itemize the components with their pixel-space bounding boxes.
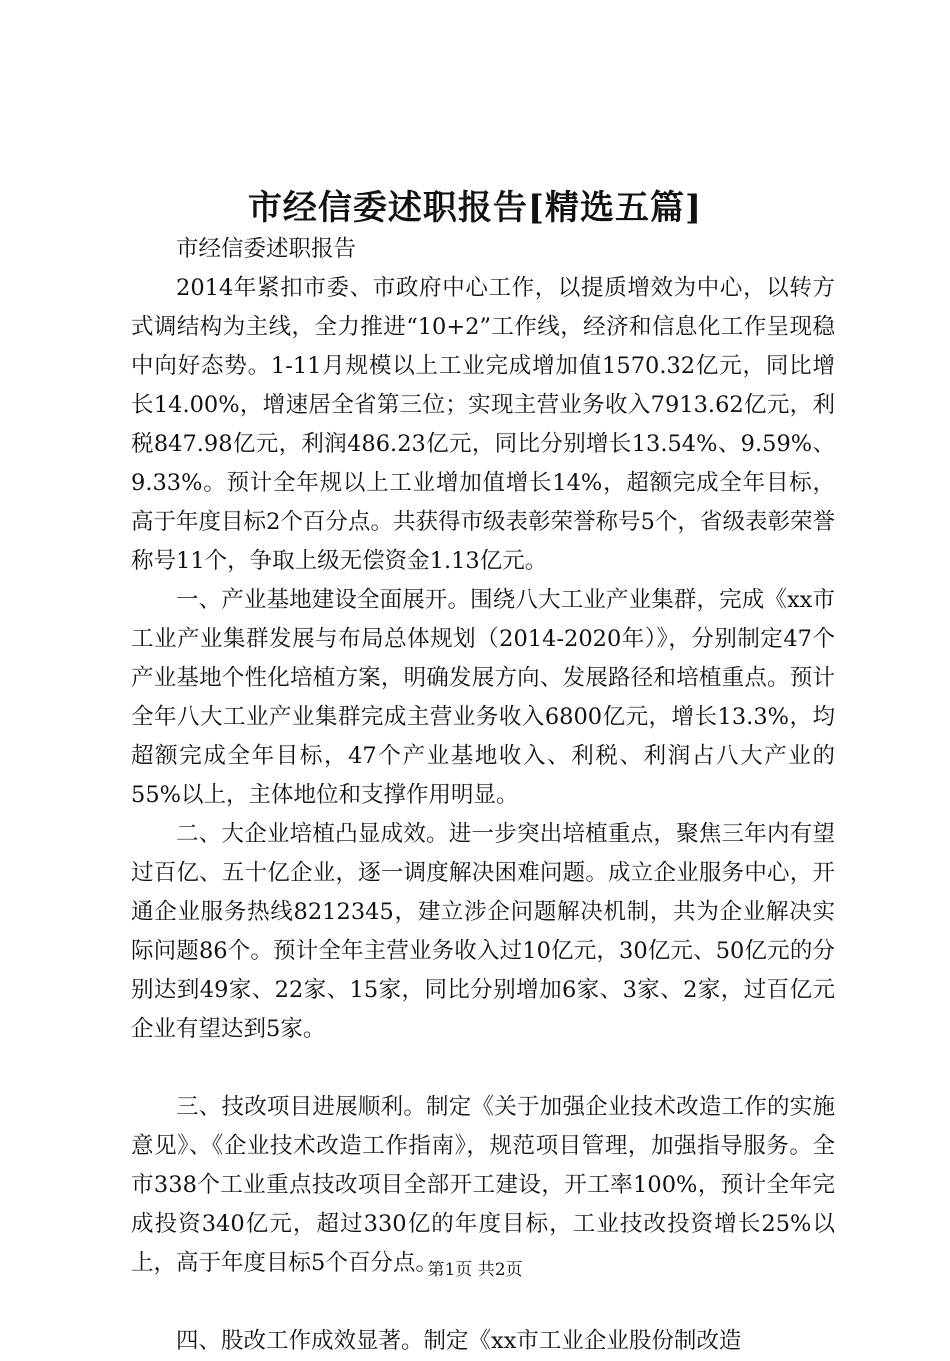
paragraph-section-3: 三、技改项目进展顺利。制定《关于加强企业技术改造工作的实施意见》、《企业技术改造工作指南》，规范项目管理，加强指导服务。全市338个工业重点技改项目全部开工建设，开工率100%，预计全年完成投资340亿元，超过330亿的年度目标，工业技改投资增长25%以上，高于年度目标5个百分点。 <box>131 1094 835 1276</box>
document-subtitle: 市经信委述职报告 <box>176 236 357 262</box>
paragraph-section-2: 二、大企业培植凸显成效。进一步突出培植重点，聚焦三年内有望过百亿、五十亿企业，逐一调度解决困难问题。成立企业服务中心，开通企业服务热线8212345，建立涉企问题解决机制，共为企业解决实际问题86个。预计全年主营业务收入过10亿元，30亿元、50亿元的分别达到49家、22家、15家，同比分别增加6家、3家、2家，过百亿元企业有望达到5家。 <box>131 821 835 1042</box>
paragraph-section-4: 四、股改工作成效显著。制定《xx市工业企业股份制改造 <box>176 1328 742 1354</box>
paragraph-section-1: 一、产业基地建设全面展开。围绕八大工业产业集群，完成《xx市工业产业集群发展与布局总体规划（2014-2020年）》，分别制定47个产业基地个性化培植方案，明确发展方向、发展路径和培植重点。预计全年八大工业产业集群完成主营业务收入6800亿元，增长13.3%，均超额完成全年目标，47个产业基地收入、利税、利润占八大产业的55%以上，主体地位和支撑作用明显。 <box>131 587 835 808</box>
document-body <box>131 230 835 1361</box>
document-title: 市经信委述职报告[精选五篇] <box>247 188 703 228</box>
page-footer: 第1页 共2页 <box>427 1260 523 1280</box>
paragraph-intro: 2014年紧扣市委、市政府中心工作，以提质增效为中心，以转方式调结构为主线，全力推进“10+2”工作线，经济和信息化工作呈现稳中向好态势。1-11月规模以上工业完成增加值1570.32亿元，同比增长14.00%，增速居全省第三位；实现主营业务收入7913.62亿元，利税847.98亿元，利润486.23亿元，同比分别增长13.54%、9.59%、9.33%。预计全年规以上工业增加值增长14%，超额完成全年目标，高于年度目标2个百分点。共获得市级表彰荣誉称号5个，省级表彰荣誉称号11个，争取上级无偿资金1.13亿元。 <box>131 275 835 574</box>
